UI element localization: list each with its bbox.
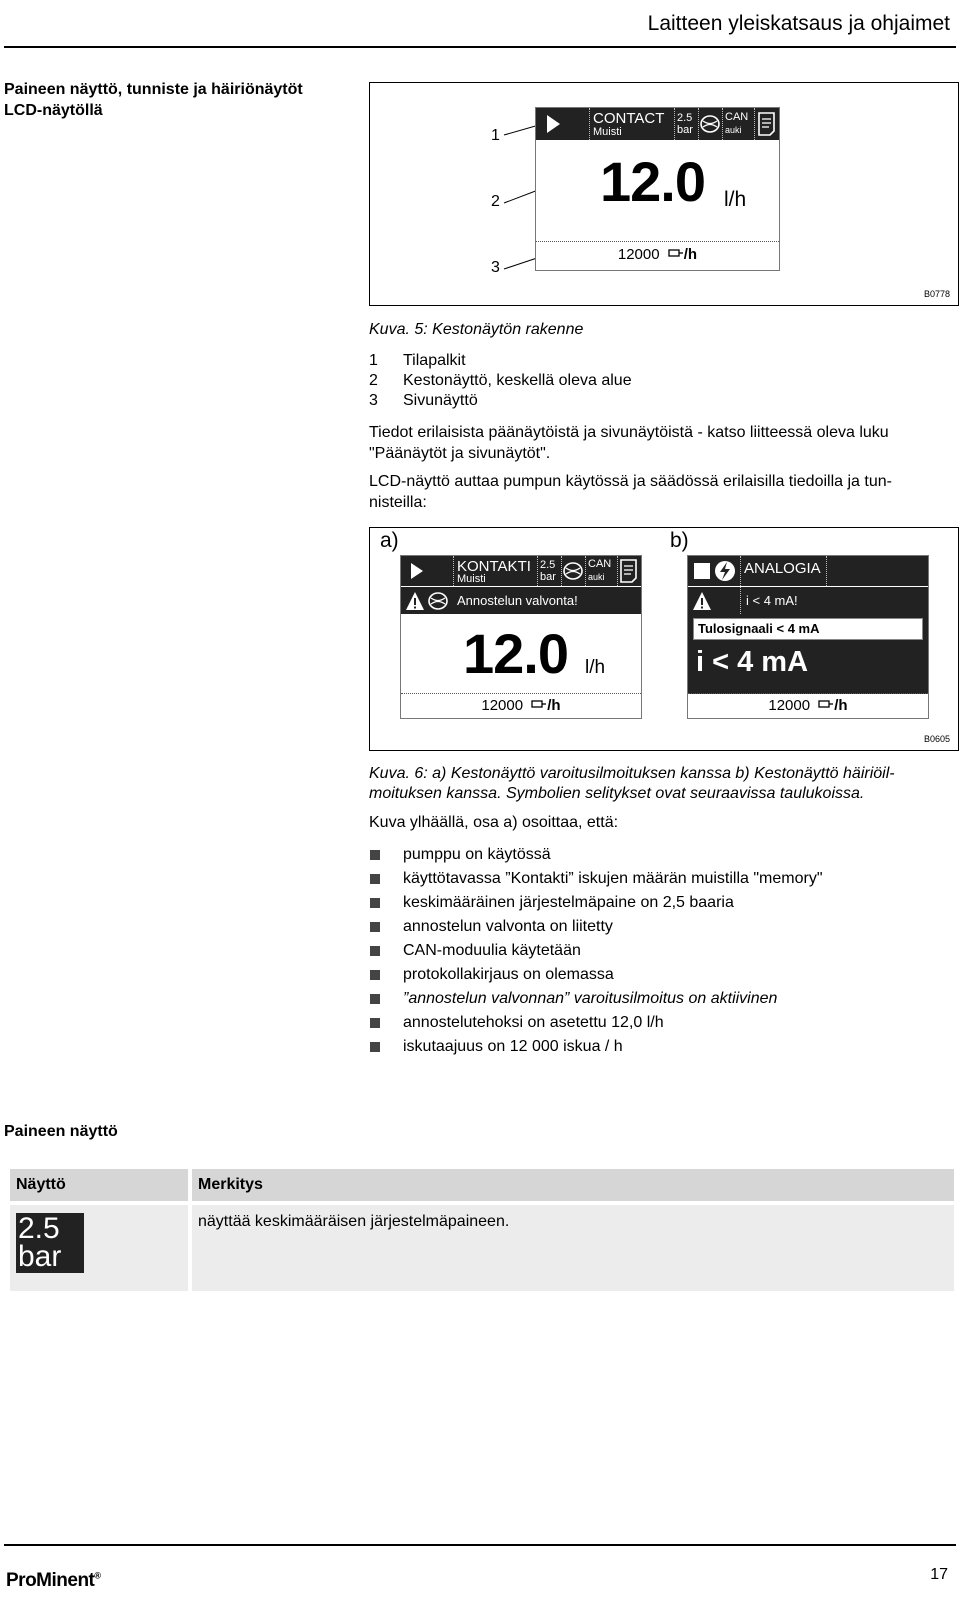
pressure-value: 2.5 [540, 559, 556, 571]
bullet-item: keskimääräinen järjestelmäpaine on 2,5 baaria [403, 894, 734, 911]
section-title-line: LCD-näytöllä [4, 102, 103, 119]
legend-item: 3 Sivunäyttö [369, 392, 478, 409]
bullet-item: CAN-moduulia käytetään [403, 942, 581, 959]
table-cell [10, 1205, 188, 1291]
secondary-value: 12000 [617, 246, 660, 263]
paragraph [369, 471, 949, 513]
bullet-item: iskutaajuus on 12 000 iskua / h [403, 1038, 623, 1055]
header-rule [4, 46, 956, 48]
lcd-display-a [400, 555, 642, 719]
bullet-item: annostelun valvonta on liitetty [403, 918, 613, 935]
secondary-unit: /h [683, 246, 698, 263]
secondary-divider [536, 241, 779, 242]
warning-bar [688, 587, 928, 614]
main-unit: l/h [724, 188, 747, 211]
main-value: 12.0 [463, 622, 568, 685]
section-title [4, 79, 303, 121]
bullet-marker [370, 994, 380, 1004]
pressure-icon-unit: bar [18, 1240, 62, 1273]
bullet-item: ”annostelun valvonnan” varoitusilmoitus on aktiivinen [403, 990, 778, 1007]
status-bar [536, 108, 779, 140]
can-label: CAN [725, 111, 749, 123]
status-mode: KONTAKTI [457, 558, 531, 575]
status-bar [401, 556, 641, 586]
stroke-icon [668, 248, 684, 259]
pressure-display-icon [16, 1213, 84, 1273]
warning-text: i < 4 mA! [746, 593, 798, 608]
figure-code: B0605 [923, 734, 950, 744]
protocol-icon [617, 556, 641, 586]
can-sub: auki [588, 572, 605, 582]
status-sub: Muisti [593, 126, 622, 138]
secondary-display [536, 246, 779, 263]
figure-label-b: b) [670, 529, 689, 552]
bullet-item: annostelutehoksi on asetettu 12,0 l/h [403, 1014, 664, 1031]
figure-5 [369, 82, 959, 306]
warning-icon [405, 590, 449, 612]
warning-icon [692, 590, 714, 612]
bullet-marker [370, 1042, 380, 1052]
secondary-unit: /h [834, 697, 848, 714]
flow-monitor-icon [561, 556, 585, 586]
stop-error-icon [688, 556, 740, 586]
bullet-marker [370, 874, 380, 884]
callout-1: 1 [491, 127, 500, 144]
page-number: 17 [930, 1566, 948, 1583]
status-bar [688, 556, 928, 586]
status-sub: Muisti [457, 573, 486, 585]
table-row [10, 1205, 954, 1291]
lcd-display-b [687, 555, 929, 719]
bullet-item: käyttötavassa ”Kontakti” iskujen määrän muistilla "memory" [403, 870, 823, 887]
can-label: CAN [588, 558, 612, 570]
bullet-marker [370, 898, 380, 908]
secondary-value: 12000 [481, 697, 524, 714]
warning-bar [401, 587, 641, 614]
bullet-marker [370, 922, 380, 932]
bullet-marker [370, 970, 380, 980]
secondary-divider [688, 693, 928, 694]
table-header-cell: Merkitys [192, 1169, 954, 1201]
paragraph-line: nisteilla: [369, 494, 427, 511]
secondary-value: 12000 [768, 697, 811, 714]
table-cell: näyttää keskimääräisen järjestelmäpaineen. [192, 1205, 954, 1291]
figure-label-a: a) [380, 529, 399, 552]
bullet-marker [370, 850, 380, 860]
footer-rule [4, 1544, 956, 1546]
figure-6 [369, 527, 959, 751]
secondary-display [688, 697, 928, 714]
bullet-marker [370, 1018, 380, 1028]
table-header-row [10, 1169, 954, 1201]
figure-caption [369, 764, 895, 804]
secondary-divider [401, 693, 641, 694]
legend-item: 1 Tilapalkit [369, 352, 466, 369]
play-icon [536, 108, 589, 140]
flow-monitor-icon [698, 108, 722, 140]
play-icon [401, 556, 453, 586]
brand-logo: ProMinent® [6, 1570, 101, 1591]
pressure-icon-value: 2.5 [18, 1212, 60, 1245]
paragraph: Tiedot erilaisista päänäytöistä ja sivunäytöistä - katso liitteessä oleva luku "Päänäytöt ja sivunäytöt". [369, 424, 889, 462]
callout-2: 2 [491, 193, 500, 210]
status-mode: CONTACT [593, 110, 665, 127]
pressure-unit: bar [540, 571, 556, 583]
lcd-display [535, 107, 780, 271]
section-title-line: Paineen näyttö, tunniste ja häiriönäytöt [4, 81, 303, 98]
caption-line: moituksen kanssa. Symbolien selitykset ovat seuraavissa taulukoissa. [369, 785, 865, 802]
paragraph-line: LCD-näyttö auttaa pumpun käytössä ja säädössä erilaisilla tiedoilla ja tun- [369, 473, 892, 490]
status-mode: ANALOGIA [744, 560, 821, 577]
pressure-value: 2.5 [677, 112, 693, 124]
intro-text: Kuva ylhäällä, osa a) osoittaa, että: [369, 814, 619, 831]
page-header-title: Laitteen yleiskatsaus ja ohjaimet [647, 12, 950, 35]
main-unit: l/h [585, 657, 606, 678]
section-title: Paineen näyttö [4, 1123, 118, 1140]
warning-text: Annostelun valvonta! [457, 593, 578, 608]
caption-line: Kuva. 6: a) Kestonäyttö varoitusilmoituksen kanssa b) Kestonäyttö häiriöil- [369, 765, 895, 782]
figure-code: B0778 [923, 289, 950, 299]
secondary-unit: /h [547, 697, 561, 714]
can-sub: auki [725, 125, 742, 135]
error-area [688, 614, 928, 694]
main-value: 12.0 [600, 150, 705, 213]
legend-item: 2 Kestonäyttö, keskellä oleva alue [369, 372, 632, 389]
stroke-icon [531, 699, 547, 710]
table-header-cell: Näyttö [10, 1169, 188, 1201]
error-main: i < 4 mA [696, 646, 809, 678]
protocol-icon [754, 108, 779, 140]
bullet-item: protokollakirjaus on olemassa [403, 966, 614, 983]
stroke-icon [818, 699, 834, 710]
error-message: Tulosignaali < 4 mA [693, 618, 923, 640]
figure-caption: Kuva. 5: Kestonäytön rakenne [369, 321, 584, 338]
bullet-item: pumppu on käytössä [403, 846, 551, 863]
pressure-unit: bar [677, 124, 693, 136]
callout-3: 3 [491, 259, 500, 276]
secondary-display [401, 697, 641, 714]
pressure-table [6, 1165, 958, 1295]
bullet-marker [370, 946, 380, 956]
brand-name: ProMinent [6, 1570, 95, 1591]
